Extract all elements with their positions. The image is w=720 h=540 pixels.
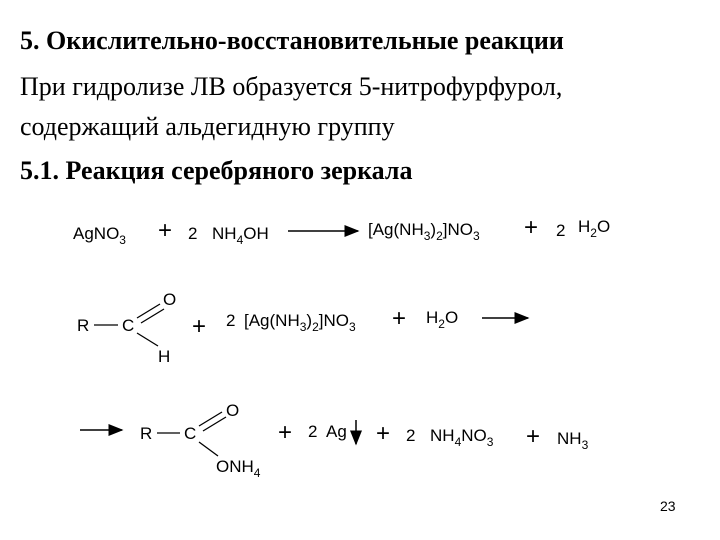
- reactant-silver-complex: $[Ag(NH_3)_2]NO_3$: [244, 311, 356, 334]
- plus-sign: +: [392, 305, 407, 332]
- double-bond-a: [137, 304, 160, 318]
- carbon-label: C: [184, 424, 197, 443]
- double-bond-b: [141, 309, 164, 323]
- double-bond-a: [199, 412, 222, 426]
- reaction-2: [77, 290, 528, 366]
- coefficient: 2: [308, 422, 318, 441]
- ammonium-salt-label: $ONH_4$: [216, 457, 261, 480]
- page-number: 23: [660, 498, 676, 514]
- plus-sign: +: [158, 217, 173, 244]
- coefficient: 2: [406, 426, 416, 445]
- plus-sign: +: [526, 423, 541, 450]
- section-subheading: 5.1. Реакция серебряного зеркала: [20, 156, 413, 185]
- reactant-water: $H_2O$: [426, 308, 459, 331]
- coefficient: 2: [556, 221, 566, 240]
- body-text-line-2: содержащий альдегидную группу: [20, 112, 395, 141]
- plus-sign: +: [524, 214, 539, 241]
- carbon-label: C: [122, 316, 135, 335]
- coefficient: 2: [188, 224, 198, 243]
- reaction-1: [73, 214, 610, 247]
- product-ammonium-nitrate: $NH_4NO_3$: [430, 426, 494, 449]
- body-text-line-1: При гидролизе ЛВ образуется 5-нитрофурфурол,: [20, 72, 563, 101]
- bond-c-o: [199, 442, 218, 456]
- product-silver-complex: $[Ag(NH_3)_2]NO_3$: [368, 220, 480, 243]
- reactant-nh4oh: $NH_4OH$: [212, 224, 269, 247]
- hydrogen-label: H: [158, 347, 171, 366]
- plus-sign: +: [192, 313, 207, 340]
- plus-sign: +: [278, 419, 293, 446]
- r-group-label: R: [77, 316, 90, 335]
- r-group-label: R: [140, 424, 153, 443]
- reactant-agno3: AgNO$_3$: [73, 224, 126, 247]
- silver-label: Ag: [326, 422, 347, 441]
- reaction-3: [80, 401, 589, 480]
- oxygen-label: O: [163, 290, 177, 309]
- coefficient: 2: [226, 311, 236, 330]
- product-water: $H_2O$: [578, 217, 611, 240]
- oxygen-label: O: [226, 401, 240, 420]
- plus-sign: +: [376, 420, 391, 447]
- bond-c-h: [137, 333, 158, 346]
- double-bond-b: [203, 417, 226, 431]
- product-ammonia: $NH_3$: [557, 429, 589, 452]
- slide-heading: 5. Окислительно-восстановительные реакции: [20, 26, 564, 55]
